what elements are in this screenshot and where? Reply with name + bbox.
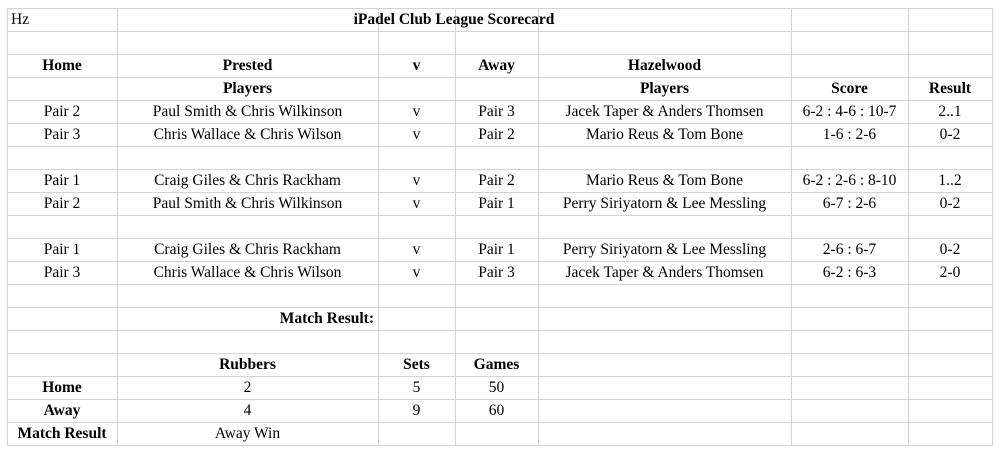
rubber-vs: v	[412, 126, 421, 143]
rubber-result: 2..1	[938, 103, 962, 120]
rubber-result: 0-2	[939, 241, 961, 258]
rubber-score: 6-7 : 2-6	[822, 195, 877, 212]
rubber-away-pair: Pair 1	[478, 195, 515, 212]
summary-home-sets: 5	[412, 379, 421, 396]
rubber-home-players: Paul Smith & Chris Wilkinson	[152, 195, 343, 212]
scorecard-grid	[7, 8, 993, 446]
rubber-away-pair: Pair 3	[478, 264, 515, 281]
rubber-vs: v	[412, 264, 421, 281]
away-label: Away	[478, 57, 515, 74]
rubber-home-players: Chris Wallace & Chris Wilson	[153, 126, 342, 143]
summary-away-rubbers: 4	[243, 402, 252, 419]
rubber-home-players: Craig Giles & Chris Rackham	[154, 241, 341, 258]
rubber-result: 0-2	[939, 195, 961, 212]
rubber-home-players: Chris Wallace & Chris Wilson	[153, 264, 342, 281]
rubber-result: 0-2	[939, 126, 961, 143]
summary-home-rubbers: 2	[243, 379, 252, 396]
rubber-home-pair: Pair 2	[43, 195, 81, 212]
rubber-away-players: Jacek Taper & Anders Thomsen	[565, 264, 764, 281]
rubber-vs: v	[412, 241, 421, 258]
summary-games-header: Games	[473, 356, 520, 373]
rubber-away-pair: Pair 2	[478, 172, 515, 189]
rubber-vs: v	[412, 195, 421, 212]
summary-rubbers-header: Rubbers	[219, 356, 276, 373]
rubber-away-pair: Pair 2	[478, 126, 515, 143]
rubber-result: 1..2	[938, 172, 962, 189]
away-team-name: Hazelwood	[627, 57, 702, 74]
grid-row-line	[7, 330, 993, 331]
rubber-away-players: Mario Reus & Tom Bone	[585, 172, 744, 189]
rubber-away-players: Mario Reus & Tom Bone	[585, 126, 744, 143]
summary-away-games: 60	[488, 402, 505, 419]
rubber-score: 2-6 : 6-7	[822, 241, 877, 258]
grid-row-line	[7, 284, 993, 285]
grid-row-line	[7, 445, 993, 446]
rubber-away-pair: Pair 3	[478, 103, 515, 120]
home-team-name: Prested	[222, 57, 273, 74]
summary-away-sets: 9	[412, 402, 421, 419]
result-header: Result	[928, 80, 972, 97]
final-result-label: Match Result	[17, 425, 107, 442]
rubber-score: 6-2 : 6-3	[822, 264, 877, 281]
rubber-away-players: Perry Siriyatorn & Lee Messling	[562, 241, 767, 258]
grid-row-line	[7, 146, 993, 147]
rubber-away-pair: Pair 1	[478, 241, 515, 258]
sheet-title: iPadel Club League Scorecard	[353, 11, 555, 28]
rubber-away-players: Perry Siriyatorn & Lee Messling	[562, 195, 767, 212]
summary-sets-header: Sets	[403, 356, 430, 373]
grid-row-line	[7, 215, 993, 216]
home-label: Home	[42, 57, 82, 74]
grid-col-line	[992, 8, 993, 446]
rubber-score: 6-2 : 2-6 : 8-10	[802, 172, 897, 189]
grid-col-line	[908, 8, 909, 446]
rubber-home-pair: Pair 3	[43, 264, 81, 281]
final-result-value: Away Win	[214, 425, 281, 442]
corner-label: Hz	[11, 11, 30, 28]
rubber-home-pair: Pair 2	[43, 103, 81, 120]
summary-away-label: Away	[43, 402, 81, 419]
score-header: Score	[831, 80, 868, 97]
rubber-home-pair: Pair 1	[43, 241, 81, 258]
rubber-home-players: Paul Smith & Chris Wilkinson	[152, 103, 343, 120]
rubber-home-pair: Pair 3	[43, 126, 81, 143]
rubber-away-players: Jacek Taper & Anders Thomsen	[565, 103, 764, 120]
rubber-score: 6-2 : 4-6 : 10-7	[802, 103, 897, 120]
home-players-header: Players	[222, 80, 273, 97]
grid-col-line	[791, 8, 792, 446]
rubber-home-players: Craig Giles & Chris Rackham	[154, 172, 341, 189]
away-players-header: Players	[639, 80, 690, 97]
match-result-label: Match Result:	[279, 310, 374, 327]
rubber-score: 1-6 : 2-6	[822, 126, 877, 143]
rubber-result: 2-0	[939, 264, 961, 281]
rubber-vs: v	[412, 103, 421, 120]
summary-home-games: 50	[488, 379, 505, 396]
grid-row-line	[7, 31, 993, 32]
summary-home-label: Home	[42, 379, 82, 396]
rubber-vs: v	[412, 172, 421, 189]
versus-label: v	[412, 57, 421, 74]
rubber-home-pair: Pair 1	[43, 172, 81, 189]
